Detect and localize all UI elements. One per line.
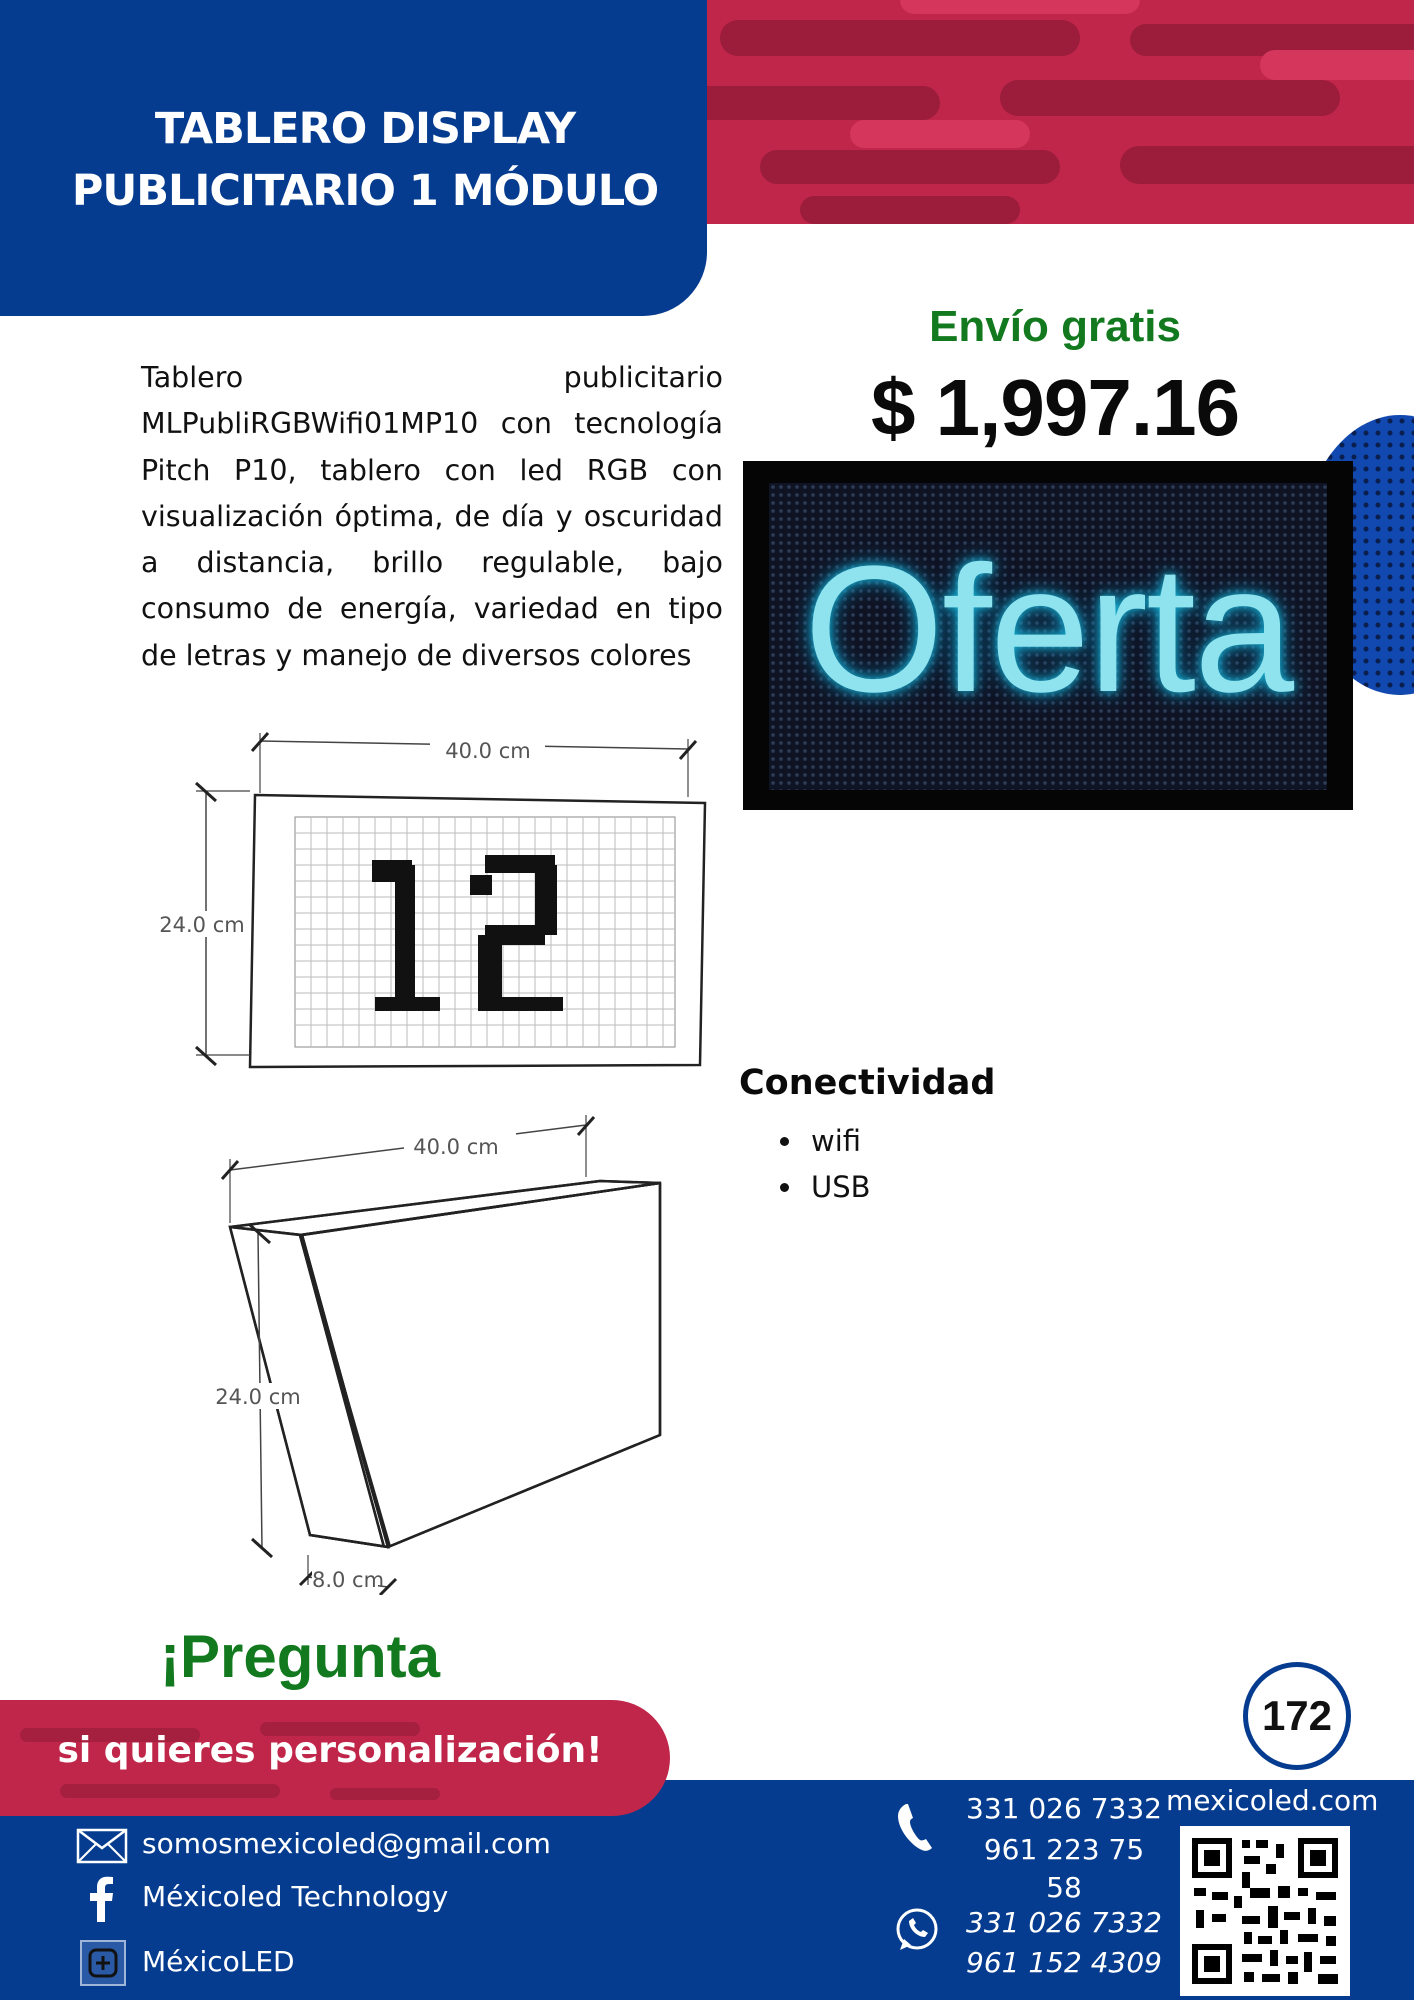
front-height-label: 24.0 cm [159,913,245,937]
side-height-label: 24.0 cm [215,1385,301,1409]
cta-banner [0,1700,670,1816]
front-width-label: 40.0 cm [445,739,531,763]
title-line-2: PUBLICITARIO 1 MÓDULO [71,166,659,216]
front-dimension-drawing [140,725,740,1085]
contact-facebook[interactable]: Méxicoled Technology [142,1880,449,1913]
contact-app[interactable]: MéxicoLED [142,1945,295,1978]
contact-email[interactable]: somosmexicoled@gmail.com [142,1827,551,1860]
app-glyph [82,1942,124,1984]
phone-number-1[interactable]: 331 026 7332 [966,1792,1162,1825]
page-title [40,98,690,222]
whatsapp-icon [892,1905,942,1955]
list-item: • wifi [805,1118,871,1164]
app-icon [80,1940,126,1986]
title-line-1: TABLERO DISPLAY [154,104,576,154]
led-matrix [769,483,1327,790]
cta-text: si quieres personalización! [57,1730,603,1771]
phone-number-2[interactable]: 961 223 75 58 [983,1833,1145,1904]
page-number-badge: 172 [1243,1662,1351,1770]
header-red-banner [700,0,1414,224]
connectivity-list [775,1118,871,1210]
qr-code[interactable] [1180,1826,1350,1996]
free-shipping-label: Envío gratis [929,302,1181,351]
header-title-box [0,0,707,316]
price: $ 1,997.16 [870,363,1240,452]
mail-icon [76,1828,128,1864]
side-depth-label: 8.0 cm [311,1568,385,1592]
whatsapp-number-1[interactable]: 331 026 7332 [966,1906,1162,1939]
whatsapp-number-2[interactable]: 961 152 4309 [966,1946,1162,1979]
side-width-label: 40.0 cm [413,1135,499,1159]
connectivity-heading: Conectividad [739,1063,996,1103]
led-panel-image [743,461,1353,810]
facebook-icon [88,1876,114,1922]
product-description: Tablero publicitario MLPubliRGBWifi01MP10 con tecnología Pitch P10, tablero con led RGB con visualización óptima, de día y oscuridad a distancia, brillo regulable, bajo consumo de energía, variedad en tipo de letras y manejo de diversos colores [141,361,723,672]
list-item: • USB [805,1164,871,1210]
website-link[interactable]: mexicoled.com [1166,1784,1379,1817]
side-dimension-drawing [190,1115,750,1595]
cta-heading: ¡Pregunta [160,1623,441,1690]
phone-icon [896,1802,936,1852]
header-pattern [700,0,1414,224]
led-text: Oferta [803,529,1293,730]
qr-code-graphic [1180,1826,1350,1996]
